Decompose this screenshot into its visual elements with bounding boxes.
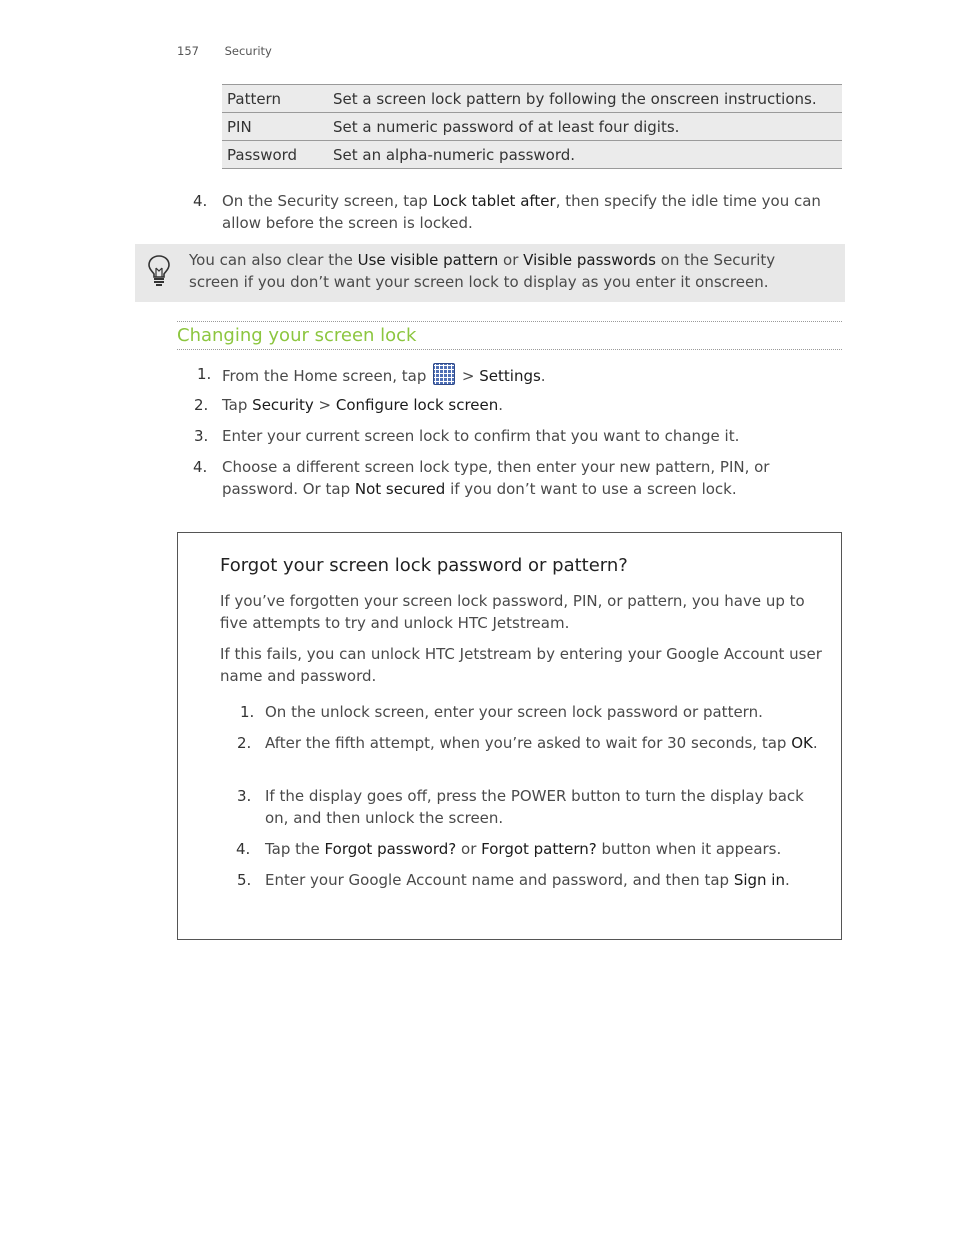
section-heading: Changing your screen lock	[177, 321, 842, 350]
step-number: 3.	[237, 787, 252, 805]
step-text: From the Home screen, tap > Settings.	[222, 363, 842, 387]
step-text: Choose a different screen lock type, then enter your new pattern, PIN, or password. Or tap Not secured if you don’t want to use a screen lock.	[222, 458, 770, 498]
ok-term: OK	[791, 734, 813, 752]
page-number: 157	[177, 44, 199, 58]
tip-box	[135, 244, 845, 302]
step-number: 2.	[194, 396, 209, 414]
lightbulb-icon	[147, 254, 171, 286]
use-visible-pattern-term: Use visible pattern	[357, 251, 499, 269]
step-number: 3.	[194, 427, 209, 445]
step-text: Tap Security > Configure lock screen.	[222, 396, 504, 414]
lock-type-name: Password	[222, 141, 328, 169]
step-text: On the Security screen, tap Lock tablet after, then specify the idle time you can allow before the screen is locked.	[222, 192, 821, 232]
lock-type-name: PIN	[222, 113, 328, 141]
box-title: Forgot your screen lock password or pattern?	[220, 555, 628, 576]
visible-passwords-term: Visible passwords	[523, 251, 656, 269]
box-paragraph: If you’ve forgotten your screen lock password, PIN, or pattern, you have up to five attempts to try and unlock HTC Jetstream.	[220, 592, 805, 632]
lock-type-description: Set an alpha-numeric password.	[328, 141, 842, 169]
step-text: Enter your Google Account name and password, and then tap Sign in.	[265, 871, 790, 889]
lock-tablet-after-term: Lock tablet after	[432, 192, 556, 210]
step-number: 5.	[237, 871, 252, 889]
lock-type-table	[222, 84, 842, 169]
all-apps-icon	[433, 363, 455, 385]
tip-text: You can also clear the Use visible pattern or Visible passwords on the Security screen if you don’t want your screen lock to display as you enter it onscreen.	[189, 251, 776, 291]
lock-type-name: Pattern	[222, 85, 328, 113]
table-row	[222, 85, 842, 113]
step-text: If the display goes off, press the POWER button to turn the display back on, and then unlock the screen.	[265, 787, 804, 827]
box-paragraph: If this fails, you can unlock HTC Jetstream by entering your Google Account user name and password.	[220, 645, 822, 685]
step-number: 4.	[236, 840, 251, 858]
lock-type-description: Set a numeric password of at least four digits.	[328, 113, 842, 141]
step-number: 4.	[193, 192, 208, 210]
forgot-pattern-term: Forgot pattern?	[481, 840, 597, 858]
lock-type-description: Set a screen lock pattern by following the onscreen instructions.	[328, 85, 842, 113]
table-row	[222, 141, 842, 169]
security-term: Security	[252, 396, 314, 414]
page-header	[177, 44, 272, 58]
not-secured-term: Not secured	[354, 480, 446, 498]
step-text: On the unlock screen, enter your screen lock password or pattern.	[265, 703, 763, 721]
step-number: 1.	[197, 365, 212, 383]
step-text: Tap the Forgot password? or Forgot pattern? button when it appears.	[265, 840, 782, 858]
step-number: 1.	[240, 703, 255, 721]
section-name: Security	[224, 44, 272, 58]
forgot-password-term: Forgot password?	[324, 840, 457, 858]
step-text: After the fifth attempt, when you’re asked to wait for 30 seconds, tap OK.	[265, 734, 818, 752]
settings-term: Settings	[479, 367, 541, 385]
step-text: Enter your current screen lock to confirm that you want to change it.	[222, 427, 740, 445]
configure-lock-screen-term: Configure lock screen	[335, 396, 499, 414]
table-row	[222, 113, 842, 141]
sign-in-term: Sign in	[733, 871, 785, 889]
step-number: 4.	[193, 458, 208, 476]
step-number: 2.	[237, 734, 252, 752]
